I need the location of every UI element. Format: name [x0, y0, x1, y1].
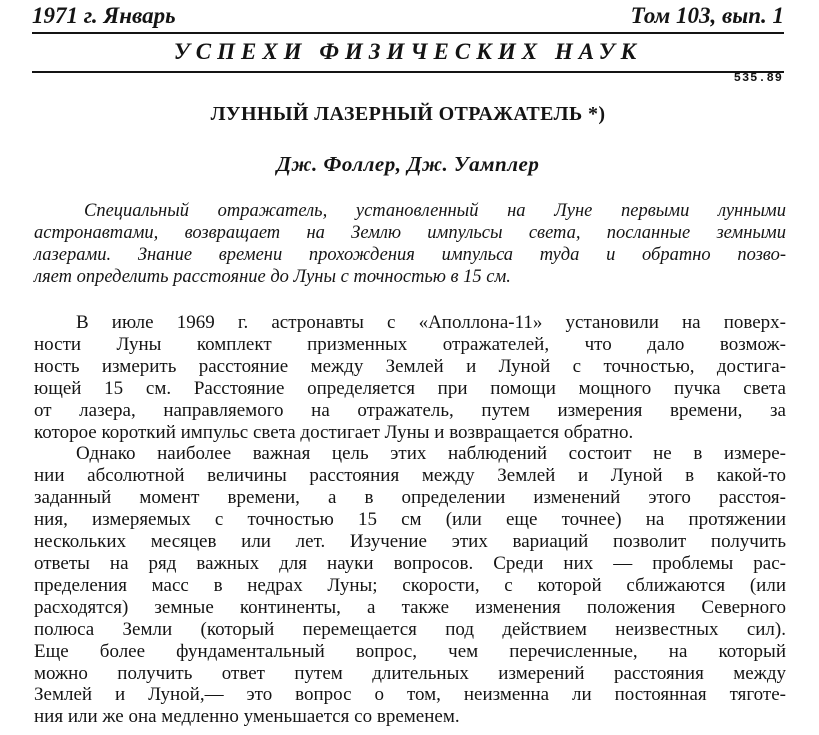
udc-code: 535.89 — [733, 71, 783, 85]
abstract-line: лазерами. Знание времени прохождения импульса туда и обратно позво- — [34, 245, 786, 265]
abstract — [34, 200, 786, 288]
body-line: заданный момент времени, а в определении изменений этого расстоя- — [34, 487, 786, 509]
body-line: Землей и Луной,— это вопрос о том, неизменна ли постоянная тяготе- — [34, 684, 786, 706]
body-line: нескольких месяцев или лет. Изучение этих вариаций позволит получить — [34, 531, 786, 553]
body-line: В июле 1969 г. астронавты с «Аполлона-11» установили на поверх- — [76, 312, 786, 333]
body-line: нии абсолютной величины расстояния между Землей и Луной в какой-то — [34, 465, 786, 487]
article-title: ЛУННЫЙ ЛАЗЕРНЫЙ ОТРАЖАТЕЛЬ *) — [210, 103, 606, 125]
body-line: Однако наиболее важная цель этих наблюдений состоит не в измере- — [76, 443, 786, 465]
body-line: можно получить ответ путем длительных измерений расстояния между — [34, 662, 786, 684]
body-line: ющей 15 см. Расстояние определяется при помощи мощного пучка света — [34, 377, 786, 399]
body-line: которое короткий импульс света достигает Луны и возвращается обратно. — [34, 421, 634, 443]
body-line: ответы на ряд важных для науки вопросов. Среди них — проблемы рас- — [34, 552, 786, 574]
body-line: ния, измеряемых с точностью 15 см (или еще точнее) на протяжении — [34, 509, 786, 531]
header-rule-bottom — [32, 71, 784, 73]
abstract-line: Специальный отражатель, установленный на Луне первыми лунными — [84, 201, 786, 221]
abstract-line: ляет определить расстояние до Луны с точностью в 15 см. — [34, 267, 511, 287]
body-line: расходятся) земные континенты, а также изменения положения Северного — [34, 596, 786, 618]
body-line: от лазера, направляемого на отражатель, путем измерения времени, за — [34, 399, 786, 421]
article-authors: Дж. Фоллер, Дж. Уамплер — [276, 152, 540, 176]
body-line: ния или же она медленно уменьшается со временем. — [34, 706, 460, 728]
body-line: Еще более фундаментальный вопрос, чем перечисленные, на который — [34, 640, 786, 662]
header-rule-top — [32, 32, 784, 34]
body-line: ности Луны комплект призменных отражателей, что дало возмож- — [34, 333, 786, 355]
body-line: пределения масс в недрах Луны; скорости, с которой сближаются (или — [34, 574, 786, 596]
paragraph-2 — [34, 443, 786, 728]
volume-issue: Том 103, вып. 1 — [630, 3, 784, 28]
body-line: полюса Земли (который перемещается под действием неизвестных сил). — [34, 618, 786, 640]
running-header — [32, 2, 784, 32]
issue-date: 1971 г. Январь — [32, 3, 176, 28]
paragraph-1 — [34, 312, 786, 443]
article-body — [34, 312, 786, 728]
body-line: ность измерить расстояние между Землей и Луной с точностью, достига- — [34, 355, 786, 377]
abstract-line: астронавтами, возвращает на Землю импульсы света, посланные земными — [34, 223, 786, 243]
journal-name: УСПЕХИ ФИЗИЧЕСКИХ НАУК — [173, 39, 643, 64]
